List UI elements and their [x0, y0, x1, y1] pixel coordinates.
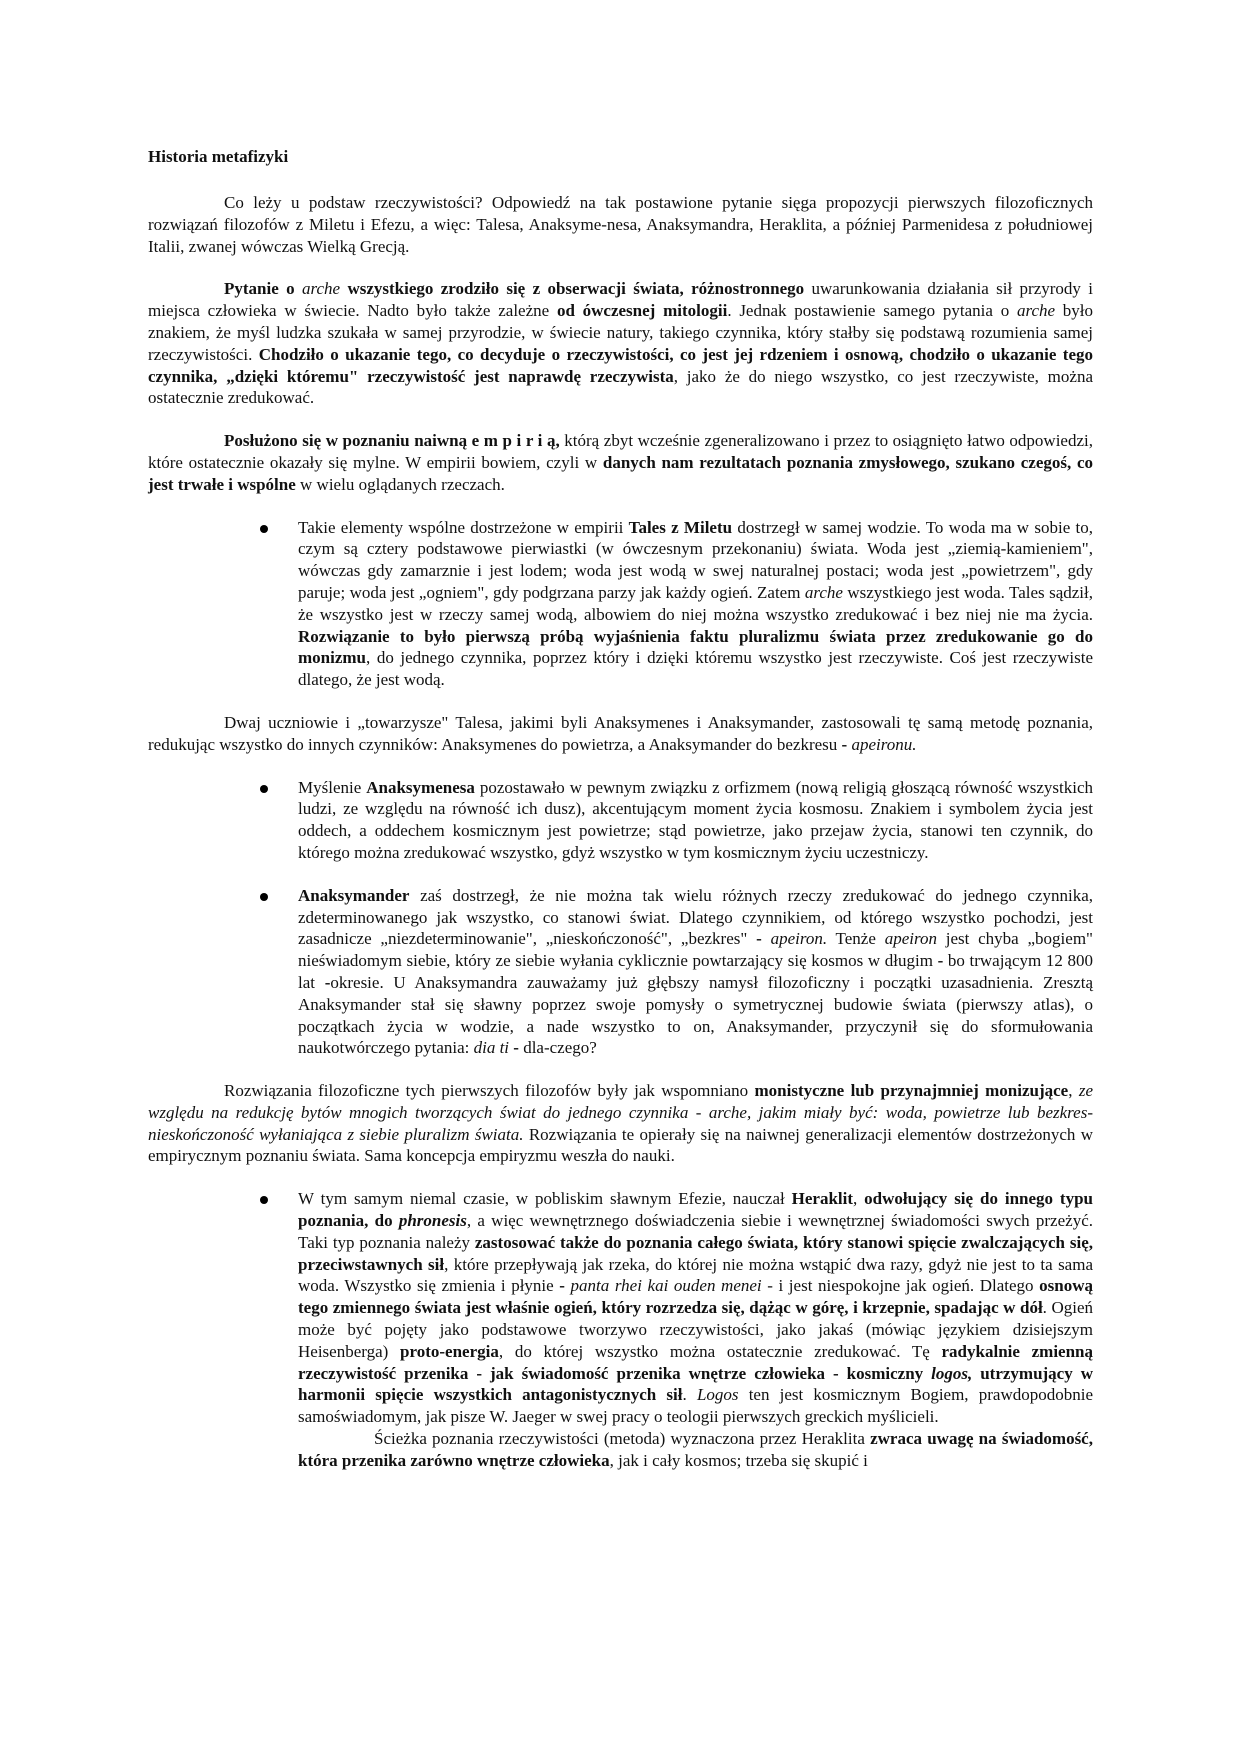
text-run: arche — [1016, 301, 1056, 321]
text-run: dia ti — [473, 1038, 510, 1058]
text-run: Dwaj uczniowie i „towarzysze" Talesa, jakimi byli Anaksymenes i Anaksymander, zastosowali tę samą metodę poznania, redukując wszystko do innych czynników: Anaksymenes do powietrza, a Anaksymander do bezkresu — [148, 712, 1093, 754]
text-run: Anaksymenesa — [366, 777, 475, 797]
text-run: Rozwiązania filozoficzne tych pierwszych filozofów były jak wspomniano — [224, 1081, 755, 1101]
text-run: apeiron — [884, 929, 937, 949]
text-run: utrzymujący w harmonii spięcie wszystkich antagonistycznych sił — [298, 1363, 1093, 1405]
text-run: ten jest kosmicznym Bogiem, prawdopodobnie samoświadomym, jak pisze W. Jaeger w swej pracy o teologii pierwszych greckich myślicieli. — [298, 1385, 1093, 1427]
bullet-text-anaksymenes — [298, 777, 1093, 864]
text-run: zwraca uwagę na świadomość, która przenika zarówno wnętrze człowieka — [298, 1429, 1093, 1470]
text-run: Rozwiązanie to było pierwszą próbą wyjaśnienia faktu pluralizmu świata przez zredukowanie go do monizmu — [298, 626, 1093, 668]
text-run: którą zbyt wcześnie zgeneralizowano i przez to osiągnięto łatwo odpowiedzi, które ostatecznie okazały się mylne. W empirii bowiem, czyli w — [148, 431, 1093, 472]
text-run: Chodziło o ukazanie tego, co decyduje o rzeczywistości, co jest jej rdzeniem i osnową, chodziło o ukazanie tego czynnika, „dzięki któremu" rzeczywistość jest naprawdę rzeczywista — [148, 344, 1093, 386]
text-run: , a więc wewnętrznego doświadczenia siebie i wewnętrznej świadomości swych przeżyć. Taki typ poznania należy — [298, 1211, 1093, 1252]
paragraph-empiria — [148, 430, 1093, 495]
paragraph-arche — [148, 278, 1093, 409]
text-run: w wielu oglądanych rzeczach. — [295, 474, 505, 494]
text-run: apeironu. — [851, 734, 917, 754]
bullet-icon — [260, 893, 268, 901]
text-run: phronesis — [398, 1211, 467, 1231]
text-run: bo trwającym 12 800 lat — [298, 951, 1094, 992]
bullet-text-tales — [298, 517, 1093, 691]
text-run: danych nam rezultatach poznania zmysłowego, szukano czegoś, co jest trwałe i wspólne — [148, 452, 1093, 494]
text-run: proto-energia — [400, 1341, 499, 1361]
text-run: wszystkiego zrodziło się z obserwacji świata, różnostronnego — [340, 279, 805, 299]
text-run: - — [559, 1276, 565, 1296]
text-run: Heraklit — [791, 1189, 854, 1209]
document-page — [148, 146, 1093, 1493]
text-run: jest chyba „bogiem" nieświadomym siebie, który ze siebie wyłania cyklicznie powtarzający się kosmos w długim — [298, 929, 1093, 971]
bullet-text-heraklit — [298, 1188, 1093, 1428]
text-run: Tenże — [827, 929, 885, 949]
text-run: , jako że do niego wszystko, co jest rzeczywiste, można ostatecznie zredukować. — [148, 366, 1093, 408]
text-run: Rozwiązania te opierały się na naiwnej generalizacji elementów dostrzeżonych w empirycznym poznaniu świata. Sama koncepcja empiryzmu weszła do nauki. — [148, 1124, 1093, 1166]
bullet-icon — [260, 1196, 268, 1204]
text-run: było znakiem, że myśl ludzka szukała w samej przyrodzie, w świecie natury, takiego czynnika, który stałby się podstawą rozumienia samej rzeczywistości. — [148, 301, 1094, 364]
text-run: - — [756, 929, 762, 949]
text-run: osnową tego zmiennego świata jest właśnie ogień, który rozrzedza się, dążąc w górę, i krzepnie, spadając w dół — [298, 1276, 1093, 1318]
document-title: Historia metafizyki — [148, 147, 289, 166]
text-run: - — [937, 951, 944, 971]
text-run: monistyczne lub przynajmniej monizujące — [754, 1081, 1069, 1101]
text-run: - — [513, 1038, 519, 1058]
paragraph-uczniowie — [148, 712, 1093, 756]
text-run: W tym samym niemal czasie, w pobliskim sławnym Efezie, nauczał — [298, 1189, 792, 1209]
paragraph-intro — [148, 192, 1093, 257]
text-run: . Ogień może być pojęty jako podstawowe tworzywo rzeczywistości, jako jakaś (mówiąc językiem dzisiejszym Heisenberga) — [298, 1298, 1094, 1361]
text-run: wszystkiego jest woda. Tales sądził, że wszystko jest w rzeczy samej wodą, albowiem do niej można wszystko zredukować i bez niej nie ma życia. — [298, 582, 1093, 624]
bullet-item-tales — [148, 517, 1093, 691]
bullet-icon — [260, 785, 268, 793]
text-run: Posłużono się w poznaniu naiwną e m p i r i ą, — [224, 431, 560, 451]
text-run: Tales z Miletu — [628, 517, 733, 537]
bullet-item-heraklit — [148, 1188, 1093, 1471]
bullet-text-heraklit-continued — [298, 1428, 1093, 1472]
text-run: panta rhei kai ouden menei — [570, 1276, 762, 1296]
text-run: arche — [302, 279, 341, 299]
text-run — [762, 929, 771, 948]
text-run: arche — [804, 582, 843, 602]
text-run: od ówczesnej mitologii — [556, 301, 728, 321]
text-run: , które przepływają jak rzeka, do której nie można wstąpić dwa razy, gdyż nie jest to ta sama woda. Wszystko się zmienia i płynie — [298, 1254, 1093, 1296]
text-run: ze względu na redukcję bytów mnogich tworzących świat do jednego czynnika - arche, jakim miały być: woda, powietrze lub bezkres-nieskończoność wyłaniająca z siebie pluralizm świata. — [148, 1081, 1093, 1144]
text-run: zastosować także do poznania całego świata, który stanowi spięcie zwalczających się, przeciwstawnych sił — [298, 1232, 1093, 1274]
text-run: dla-czego? — [518, 1038, 597, 1058]
bullet-icon — [260, 525, 268, 533]
text-run: odwołujący się do innego typu poznania, do — [298, 1189, 1093, 1231]
bullet-item-anaksymander — [148, 885, 1093, 1059]
text-run: pozostawało w pewnym związku z orfizmem (nową religią głoszącą równość wszystkich ludzi, ze względu na równość ich dusz), akcentującym moment życia kosmosu. Znakiem i symbolem życia jest oddech, a oddechem kosmicznym jest powietrze; stąd powietrze, jako przejaw życia, stanowi ten czynnik, do którego można zredukować wszystko, gdyż wszystko w tym kosmicznym życiu uczestniczy. — [298, 777, 1093, 862]
text-run: apeiron. — [770, 929, 828, 949]
bullet-item-anaksymenes — [148, 777, 1093, 864]
text-run: - — [841, 734, 848, 754]
text-run: logos, — [931, 1363, 973, 1383]
text-run: Pytanie o — [224, 279, 302, 299]
text-run: - — [324, 972, 331, 992]
text-run: Myślenie — [298, 777, 367, 797]
text-run: - i jest niespokojne jak ogień. Dlatego — [761, 1276, 1040, 1296]
text-run: , — [1068, 1081, 1079, 1101]
text-run: Ścieżka poznania rzeczywistości (metoda) wyznaczona przez Heraklita — [374, 1429, 871, 1449]
text-run: uwarunkowania działania sił przyrody i miejsca człowieka w świecie. Nadto było także zależne — [148, 279, 1093, 321]
text-run: Logos — [696, 1385, 739, 1405]
text-run: . Jednak postawienie samego pytania o — [727, 301, 1017, 321]
bullet-text-anaksymander — [298, 885, 1093, 1059]
paragraph-monizm — [148, 1080, 1093, 1167]
text-run: zaś dostrzegł, że nie można tak wielu różnych rzeczy zredukować do jednego czynnika, zdeterminowanego jak wszystko, co stanowi świat. Dlatego czynnikiem, od którego wszystko pochodzi, jest zasadnicze „niezdeterminowanie", „nieskończoność", „bezkres" — [298, 885, 1093, 949]
text-run: . — [682, 1385, 697, 1405]
text-run: okresie. U Anaksymandra zauważamy już głębszy namysł filozoficzny i początki uzasadnienia. Zresztą Anaksymander stał się sławny poprzez swoje pomysły o symetrycznej budowie świata (pierwszy atlas), o początkach życia w wodzie, a nade wszystko to on, Anaksymander, przyczynił się do sformułowania naukotwórczego pytania: — [298, 972, 1093, 1058]
text-run: radykalnie zmienną rzeczywistość przenika - jak świadomość przenika wnętrze człowieka - kosmiczny — [298, 1341, 1094, 1383]
text-run: , do jednego czynnika, poprzez który i dzięki któremu wszystko jest rzeczywiste. Coś jest rzeczywiste dlatego, że jest wodą. — [298, 648, 1093, 690]
text-run: dostrzegł w samej wodzie. To woda ma w sobie to, czym są cztery podstawowe pierwiastki (w ówczesnym przekonaniu) świata. Woda jest „ziemią-kamieniem", wówczas gdy zamarznie i jest lodem; woda jest wodą w swej naturalnej postaci; woda jest „powietrzem", gdy paruje; woda jest „ogniem", gdy podgrzana parzy jak każdy ogień. Zatem — [298, 517, 1093, 602]
text-run: Anaksymander — [298, 885, 410, 905]
text-run: , do której wszystko można ostatecznie zredukować. Tę — [498, 1341, 942, 1361]
text-run: , jak i cały kosmos; trzeba się skupić i — [609, 1450, 868, 1470]
text-run: , — [853, 1189, 865, 1209]
text-run: Takie elementy wspólne dostrzeżone w empirii — [298, 517, 629, 537]
text-run: Co leży u podstaw rzeczywistości? Odpowiedź na tak postawione pytanie sięga propozycji pierwszych filozoficznych rozwiązań filozofów z Miletu i Efezu, a więc: Talesa, Anaksyme-nesa, Anaksymandra, Heraklita, a później Parmenidesa z południowej Italii, zwanej wówczas Wielką Grecją. — [148, 193, 1093, 256]
